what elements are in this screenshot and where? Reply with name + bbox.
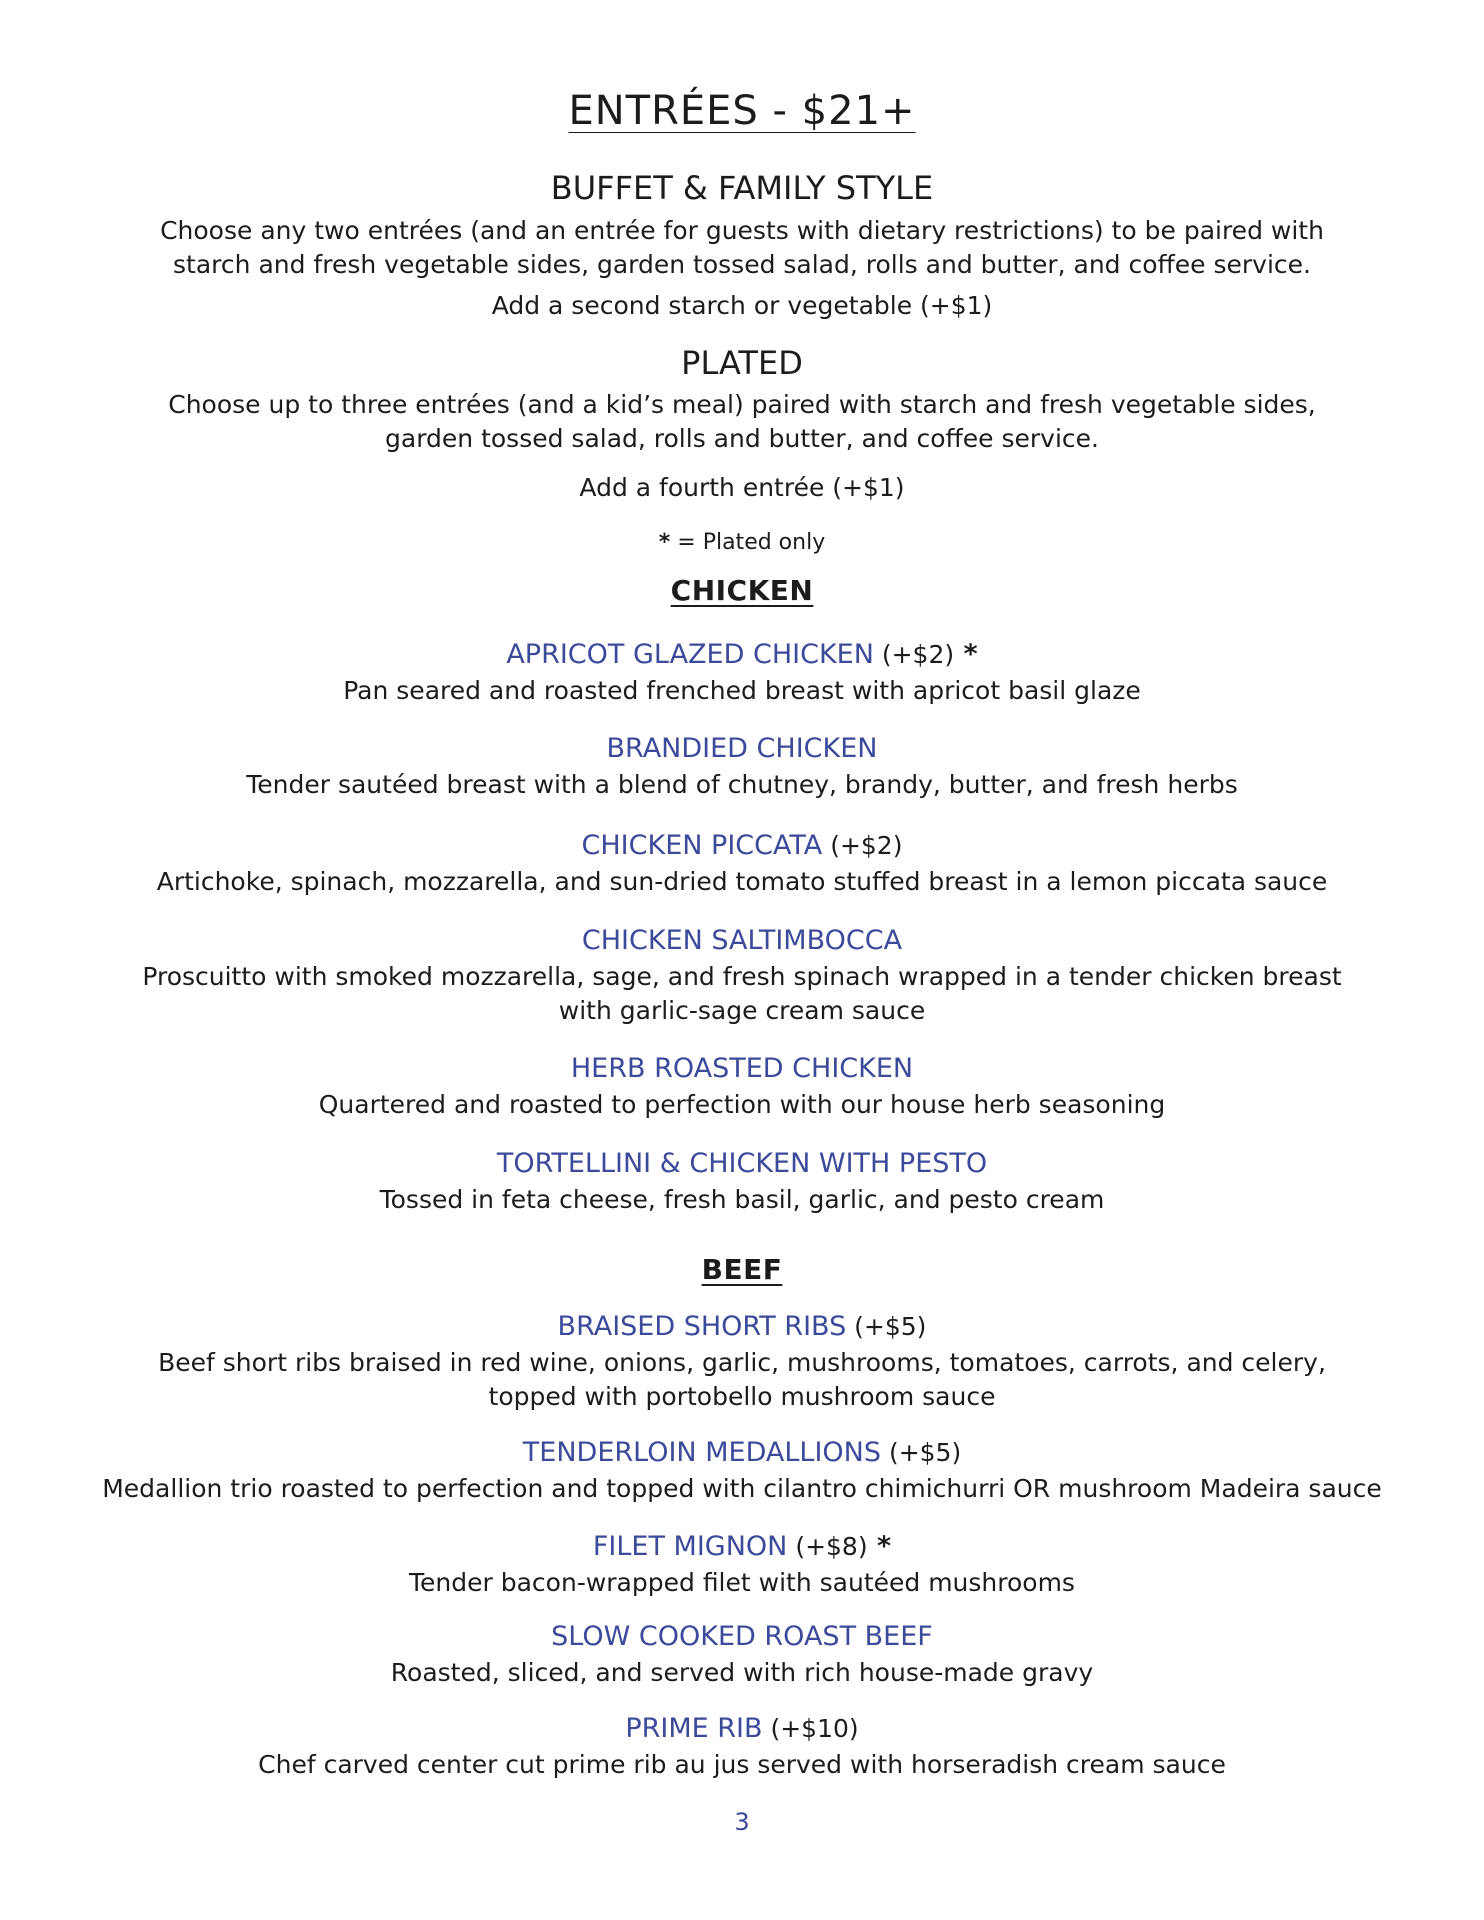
plated-heading: PLATED <box>681 344 803 382</box>
menu-item-description: Medallion trio roasted to perfection and topped with cilantro chimichurri OR mushroom Madeira sauce <box>102 1474 1382 1503</box>
item-title: BRANDIED CHICKEN <box>606 733 878 764</box>
item-title: APRICOT GLAZED CHICKEN <box>506 639 874 670</box>
menu-item-description: topped with portobello mushroom sauce <box>488 1382 996 1411</box>
item-title: TENDERLOIN MEDALLIONS <box>522 1437 881 1468</box>
menu-item-name <box>0 924 1484 958</box>
item-price: (+$8) <box>787 1532 868 1561</box>
menu-item-description: Tender sautéed breast with a blend of chutney, brandy, butter, and fresh herbs <box>246 770 1238 799</box>
page-title-text: ENTRÉES - $21+ <box>568 88 916 134</box>
plated-description-line-2: garden tossed salad, rolls and butter, and coffee service. <box>385 424 1099 453</box>
plated-addon: Add a fourth entrée (+$1) <box>579 473 905 502</box>
item-price: (+$2) <box>822 831 903 860</box>
menu-item-name <box>0 1620 1484 1654</box>
menu-item-name <box>0 1436 1484 1470</box>
page-title <box>0 88 1484 134</box>
menu-item-description: Beef short ribs braised in red wine, onions, garlic, mushrooms, tomatoes, carrots, and celery, <box>158 1348 1326 1377</box>
item-title: SLOW COOKED ROAST BEEF <box>551 1621 933 1652</box>
item-title: PRIME RIB <box>625 1713 763 1744</box>
page-number: 3 <box>734 1808 750 1836</box>
plated-only-legend <box>0 530 1484 555</box>
item-price: (+$10) <box>762 1714 859 1743</box>
menu-item-name <box>0 638 1484 672</box>
menu-item-description: Roasted, sliced, and served with rich house-made gravy <box>390 1658 1094 1687</box>
buffet-description-line-1: Choose any two entrées (and an entrée for guests with dietary restrictions) to be paired with <box>160 216 1324 245</box>
plated-description-line-1: Choose up to three entrées (and a kid’s meal) paired with starch and fresh vegetable sides, <box>168 390 1316 419</box>
chicken-category <box>0 574 1484 607</box>
plated-only-marker: * <box>867 1531 892 1562</box>
plated-section <box>0 345 1484 382</box>
item-price: (+$2) <box>873 640 955 669</box>
menu-item-description: Tender bacon-wrapped filet with sautéed mushrooms <box>409 1568 1075 1597</box>
buffet-addon: Add a second starch or vegetable (+$1) <box>491 291 993 320</box>
menu-item-description: Proscuitto with smoked mozzarella, sage, and fresh spinach wrapped in a tender chicken breast <box>142 962 1342 991</box>
menu-item-description: Chef carved center cut prime rib au jus served with horseradish cream sauce <box>258 1750 1226 1779</box>
beef-heading: BEEF <box>701 1253 783 1286</box>
legend-text: = Plated only <box>670 530 826 555</box>
menu-item-description: Tossed in feta cheese, fresh basil, garlic, and pesto cream <box>379 1185 1105 1214</box>
menu-item-name <box>0 732 1484 766</box>
plated-only-marker: * <box>954 639 978 670</box>
item-title: HERB ROASTED CHICKEN <box>570 1053 914 1084</box>
beef-category <box>0 1253 1484 1286</box>
menu-item-name <box>0 1530 1484 1564</box>
item-title: CHICKEN PICCATA <box>581 830 823 861</box>
item-title: BRAISED SHORT RIBS <box>557 1311 847 1342</box>
buffet-section <box>0 170 1484 207</box>
menu-item-description: Artichoke, spinach, mozzarella, and sun-dried tomato stuffed breast in a lemon piccata sauce <box>156 867 1328 896</box>
menu-item-description: with garlic-sage cream sauce <box>558 996 926 1025</box>
item-title: FILET MIGNON <box>592 1531 788 1562</box>
menu-item-name <box>0 1147 1484 1181</box>
item-title: TORTELLINI & CHICKEN WITH PESTO <box>496 1148 988 1179</box>
menu-item-name <box>0 1052 1484 1086</box>
chicken-heading: CHICKEN <box>670 574 814 607</box>
buffet-description-line-2: starch and fresh vegetable sides, garden tossed salad, rolls and butter, and coffee service. <box>173 250 1311 279</box>
item-price: (+$5) <box>846 1312 927 1341</box>
item-title: CHICKEN SALTIMBOCCA <box>581 925 903 956</box>
buffet-heading: BUFFET & FAMILY STYLE <box>550 169 934 207</box>
item-price: (+$5) <box>881 1438 962 1467</box>
menu-item-name <box>0 829 1484 863</box>
menu-item-description: Pan seared and roasted frenched breast with apricot basil glaze <box>343 676 1141 705</box>
menu-item-name <box>0 1310 1484 1344</box>
menu-item-description: Quartered and roasted to perfection with our house herb seasoning <box>318 1090 1166 1119</box>
menu-item-name <box>0 1712 1484 1746</box>
legend-symbol: * <box>658 530 671 555</box>
